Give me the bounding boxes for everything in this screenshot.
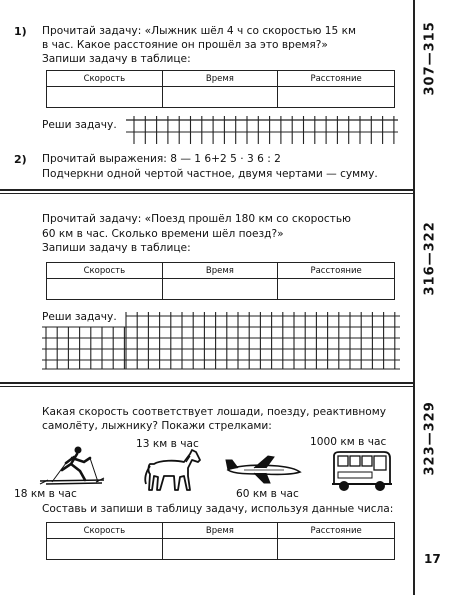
- right-border: [413, 0, 415, 595]
- task2-line1: Прочитай выражения: 8 — 1 6+2 5 · 3 6 : 2: [42, 153, 281, 165]
- section3-side-label: 323—329: [422, 401, 438, 476]
- task2-line2: Подчеркни одной чертой частное, двумя чертами — сумму.: [42, 168, 378, 180]
- horse-icon[interactable]: [142, 446, 206, 494]
- section3-table: [46, 522, 395, 560]
- table-cell[interactable]: [278, 87, 395, 108]
- table-header-distance: Расстояние: [278, 71, 395, 87]
- bus-icon[interactable]: [330, 450, 394, 494]
- section2-table: [46, 262, 395, 300]
- table-header-speed: Скорость: [47, 263, 163, 279]
- table-header-time: Время: [162, 71, 277, 87]
- section-divider-1b: [0, 193, 414, 194]
- section-divider-1: [0, 189, 414, 191]
- section2-side-label: 316—322: [422, 221, 438, 296]
- table-header-speed: Скорость: [47, 71, 163, 87]
- task1-line2: в час. Какое расстояние он прошёл за это время?»: [42, 39, 328, 51]
- speed-label-60[interactable]: 60 км в час: [236, 488, 299, 500]
- jet-plane-icon[interactable]: [224, 452, 304, 486]
- section2-line2: 60 км в час. Сколько времени шёл поезд?»: [42, 228, 284, 240]
- table-cell[interactable]: [47, 539, 163, 560]
- table-cell[interactable]: [162, 87, 277, 108]
- answer-grid-1[interactable]: [126, 116, 401, 148]
- section-divider-2: [0, 382, 414, 384]
- table-header-distance: Расстояние: [278, 263, 395, 279]
- speed-label-18[interactable]: 18 км в час: [14, 488, 77, 500]
- skier-icon[interactable]: [38, 444, 108, 486]
- section1-table: [46, 70, 395, 108]
- section2-line1: Прочитай задачу: «Поезд прошёл 180 км со скоростью: [42, 213, 351, 225]
- table-cell[interactable]: [162, 539, 277, 560]
- table-header-time: Время: [162, 263, 277, 279]
- solve-label-2: Реши задачу.: [42, 311, 117, 323]
- table-cell[interactable]: [278, 279, 395, 300]
- speed-label-13[interactable]: 13 км в час: [136, 438, 199, 450]
- section1-side-label: 307—315: [422, 21, 438, 96]
- table-header-distance: Расстояние: [278, 523, 395, 539]
- section2-line3: Запиши задачу в таблице:: [42, 242, 191, 254]
- task1-line3: Запиши задачу в таблице:: [42, 53, 191, 65]
- task1-number: 1): [14, 25, 27, 38]
- table-cell[interactable]: [47, 87, 163, 108]
- section3-line1: Какая скорость соответствует лошади, поезду, реактивному: [42, 406, 386, 418]
- table-cell[interactable]: [162, 279, 277, 300]
- solve-label-1: Реши задачу.: [42, 119, 117, 131]
- section-divider-2b: [0, 386, 414, 387]
- speed-label-1000[interactable]: 1000 км в час: [310, 436, 387, 448]
- section3-line2: самолёту, лыжнику? Покажи стрелками:: [42, 420, 272, 432]
- task1-line1: Прочитай задачу: «Лыжник шёл 4 ч со скоростью 15 км: [42, 25, 357, 37]
- table-cell[interactable]: [47, 279, 163, 300]
- section3-line3: Составь и запиши в таблицу задачу, используя данные числа:: [42, 503, 394, 515]
- table-cell[interactable]: [278, 539, 395, 560]
- task2-number: 2): [14, 153, 27, 166]
- answer-grid-2[interactable]: [42, 310, 402, 370]
- page-number: 17: [424, 552, 441, 566]
- table-header-speed: Скорость: [47, 523, 163, 539]
- table-header-time: Время: [162, 523, 277, 539]
